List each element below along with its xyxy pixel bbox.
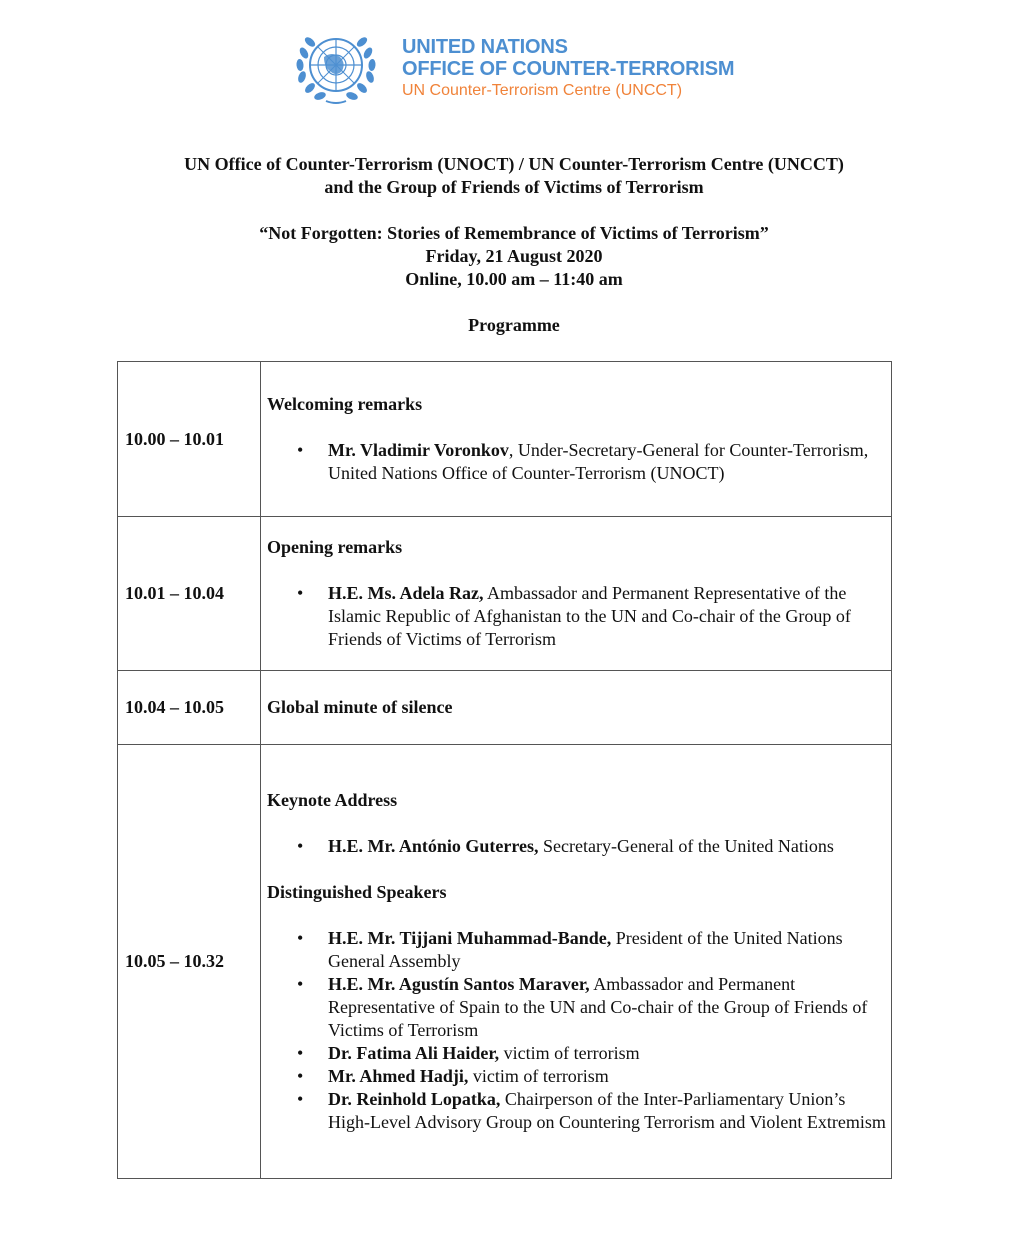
table-row [118,517,892,671]
speaker-name: Mr. Vladimir Voronkov [328,440,509,460]
table-row [118,745,892,1179]
speaker-name: H.E. Mr. António Guterres, [328,836,539,856]
speaker-list [267,927,887,1134]
speaker-list [267,582,887,651]
un-oct-logo [290,27,734,107]
session-content [261,517,892,671]
table-row [118,671,892,745]
speaker-description: Secretary-General of the United Nations [538,836,834,856]
logo-line-1: UNITED NATIONS [402,36,568,58]
session-content [261,671,892,745]
speaker-list [267,835,887,858]
speaker-name: Mr. Ahmed Hadji, [328,1066,469,1086]
time-slot: 10.05 – 10.32 [118,745,261,1179]
event-title: “Not Forgotten: Stories of Remembrance of Victims of Terrorism” [259,223,769,243]
list-item [267,927,887,973]
section-title: Global minute of silence [267,697,453,717]
logo-line-3: UN Counter-Terrorism Centre (UNCCT) [402,82,683,99]
speaker-description: victim of terrorism [468,1066,609,1086]
list-item [267,1065,887,1088]
speaker-description: President of the United Nations General Assembly [328,928,843,971]
organizer-line-2: and the Group of Friends of Victims of Terrorism [324,177,704,197]
list-item [267,1042,887,1065]
speaker-description: Ambassador and Permanent Representative of Spain to the UN and Co-chair of the Group of Friends of Victims of Terrorism [328,974,868,1040]
session-content [261,362,892,517]
time-slot: 10.00 – 10.01 [118,362,261,517]
speaker-description: , Under-Secretary-General for Counter-Terrorism, United Nations Office of Counter-Terrorism (UNOCT) [328,440,869,483]
logo-line-2: OFFICE OF COUNTER-TERRORISM [402,58,735,80]
event-date: Friday, 21 August 2020 [425,246,603,266]
programme-table [117,361,892,1179]
un-emblem-icon [290,27,382,107]
speaker-name: Dr. Fatima Ali Haider, [328,1043,500,1063]
section-title: Welcoming remarks [267,394,423,414]
speaker-description: Chairperson of the Inter-Parliamentary Union’s High-Level Advisory Group on Countering Terrorism and Violent Extremism [328,1089,886,1132]
list-item [267,1088,887,1134]
list-item [267,835,887,858]
speaker-name: H.E. Ms. Adela Raz, [328,583,484,603]
section-title: Opening remarks [267,537,403,557]
speaker-description: Ambassador and Permanent Representative of the Islamic Republic of Afghanistan to the UN and Co-chair of the Group of Friends of Victims of Terrorism [328,583,851,649]
document-headings [0,153,1028,337]
list-item [267,973,887,1042]
event-time: Online, 10.00 am – 11:40 am [405,269,623,289]
list-item [267,582,887,651]
speaker-description: victim of terrorism [499,1043,640,1063]
speaker-list [267,439,887,485]
programme-label: Programme [468,315,560,335]
organizer-line-1: UN Office of Counter-Terrorism (UNOCT) / UN Counter-Terrorism Centre (UNCCT) [184,154,844,174]
list-item [267,439,887,485]
speaker-name: H.E. Mr. Agustín Santos Maraver, [328,974,590,994]
session-content [261,745,892,1179]
time-slot: 10.04 – 10.05 [118,671,261,745]
speaker-name: H.E. Mr. Tijjani Muhammad-Bande, [328,928,612,948]
speaker-name: Dr. Reinhold Lopatka, [328,1089,501,1109]
section-title: Keynote Address [267,790,398,810]
section-title: Distinguished Speakers [267,882,447,902]
table-row [118,362,892,517]
time-slot: 10.01 – 10.04 [118,517,261,671]
